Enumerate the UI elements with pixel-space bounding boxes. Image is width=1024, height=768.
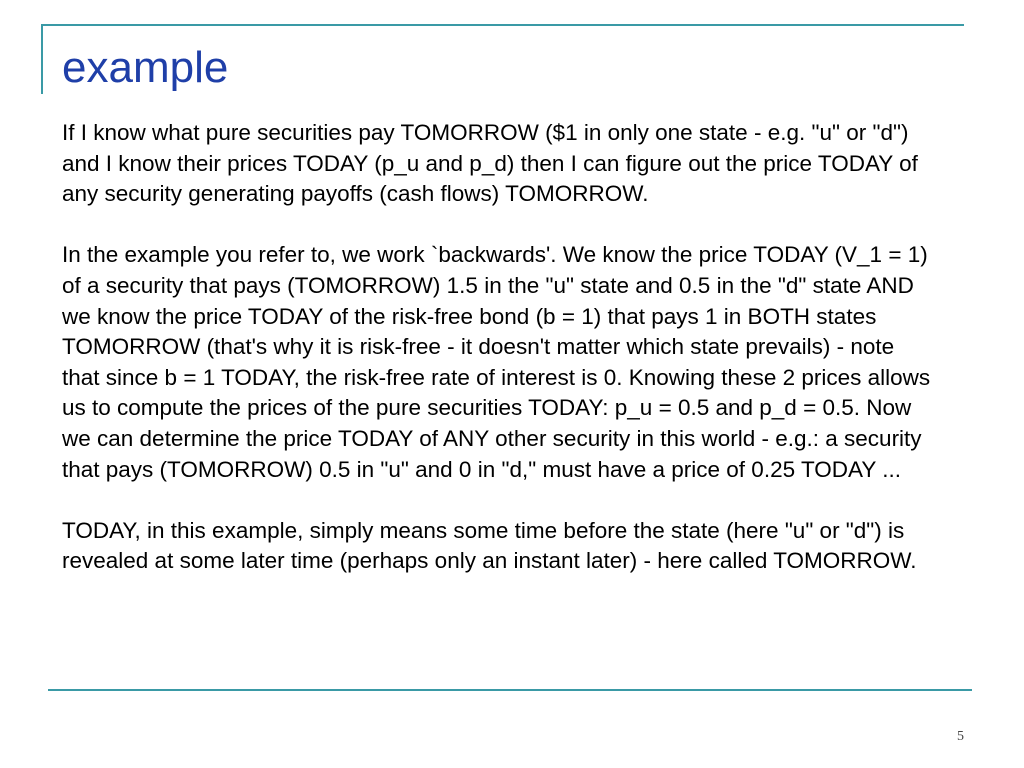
paragraph-example-backwards: In the example you refer to, we work `backwards'. We know the price TODAY (V_1 = 1) of a security that pays (TOMORROW) 1.5 in the "u" state and 0.5 in the "d" state AND we know the price TODAY of the risk-free bond (b = 1) that pays 1 in BOTH states TOMORROW (that's why it is risk-free - it doesn't matter which state prevails) - note that since b = 1 TODAY, the risk-free rate of interest is 0. Knowing these 2 prices allows us to compute the prices of the pure securities TODAY: p_u = 0.5 and p_d = 0.5. Now we can determine the price TODAY of ANY other security in this world - e.g.: a security that pays (TOMORROW) 0.5 in "u" and 0 in "d," must have a price of 0.25 TODAY ...: [62, 242, 931, 482]
left-accent-line: [41, 24, 43, 94]
slide-title: example: [62, 43, 229, 92]
top-rule-line: [41, 24, 964, 26]
page-number: 5: [957, 729, 964, 744]
paragraph-pure-securities: If I know what pure securities pay TOMORROW ($1 in only one state - e.g. "u" or "d") and I know their prices TODAY (p_u and p_d) then I can figure out the price TODAY of any security generating payoffs (cash flows) TOMORROW.: [62, 120, 918, 207]
paragraph-today-meaning: TODAY, in this example, simply means some time before the state (here "u" or "d") is revealed at some later time (perhaps only an instant later) - here called TOMORROW.: [62, 517, 917, 574]
slide-body: [62, 118, 932, 608]
bottom-rule-line: [48, 689, 972, 691]
